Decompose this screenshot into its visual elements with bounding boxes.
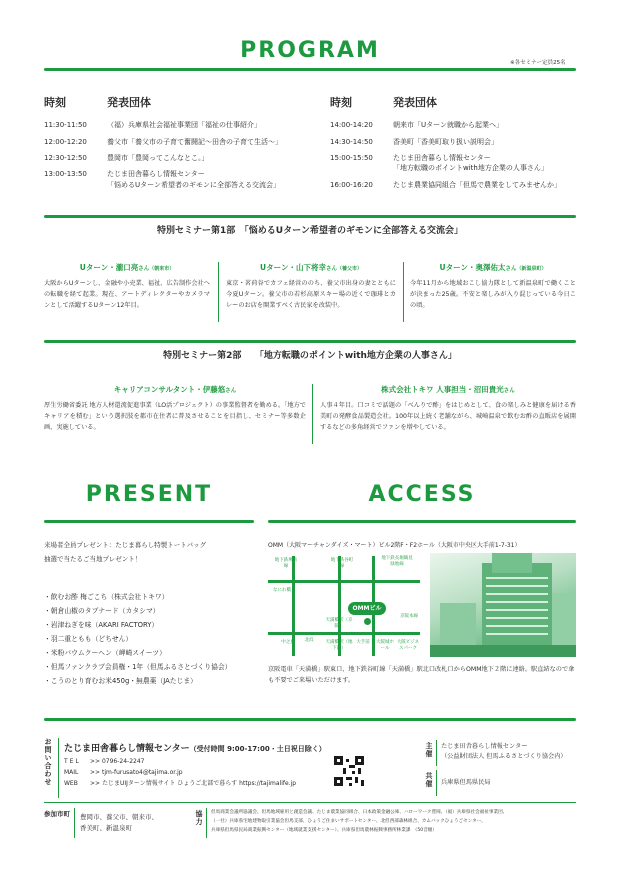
participating-cities: 豊岡市、養父市、朝来市、 香美町、新温泉町 (80, 813, 158, 832)
map-label: 北浜 (304, 638, 314, 643)
schedule-time: 11:30-11:50 (44, 121, 87, 129)
schedule-org-subtitle: 「悩めるUターン希望者のギモンに全部答える交流会」 (107, 181, 280, 189)
map-label: 大阪城ホール (376, 640, 394, 651)
speaker-name: Uターン・山下将幸さん（養父市） (260, 263, 362, 272)
map-label: 天満橋駅（地下鉄） (325, 640, 353, 651)
left-col-time-header: 時刻 (44, 96, 66, 109)
left-col-org-header: 発表団体 (107, 96, 151, 109)
access-address: OMM（大阪マーチャンダイズ・マート）ビル2階F・F2ホール（大阪市中央区大手前1-7-31） (268, 542, 521, 549)
present-intro: 来場者全員プレゼント：たじま暮らし特製トートバッグ (44, 541, 207, 549)
program-title: PROGRAM (240, 38, 380, 63)
map-label: 地下鉄谷町線 (330, 558, 354, 569)
host: たじま田舎暮らし情報センター （公益財団法人 但馬ふるさとづくり協会内） (441, 743, 567, 760)
schedule-time: 15:00-15:50 (330, 154, 373, 162)
map-road (268, 632, 420, 635)
schedule-time: 14:30-14:50 (330, 138, 373, 146)
contact-label: お問い合わせ (44, 738, 52, 786)
present-intro-lottery: 抽選で当たるご当地プレゼント！ (44, 555, 142, 563)
schedule-org: 豊岡市「豊岡ってこんなとこ。」 (107, 154, 209, 162)
present-title: PRESENT (85, 482, 213, 507)
speaker-bio: 東京・茗荷谷でカフェ経営ののち、養父市出身の妻とともに今夏Uターン。養父市の若杉高原スキー場の近くで珈琲とカレーのお店を開業すべく古民家を改装中。 (226, 280, 396, 309)
list-item: ・岩津ねぎを味（AKARI FACTORY） (44, 621, 159, 629)
cooperation-label: 協力 (195, 810, 203, 826)
cohost: 兵庫県但馬県民局 (441, 779, 491, 786)
schedule-org: 養父市「養父市の子育て奮闘記〜田舎の子育て生活〜」 (107, 138, 282, 146)
speaker-name: 株式会社トキワ 人事担当・沼田貴光さん (381, 385, 515, 394)
speaker-bio: 厚生労働省委託 地方人材還流促進事業（LO活プロジェクト）の事業監督者を勤める。「地方でキャリアを積む」という選択肢を都市在住者に普及させることを目指し、セミナー等多数企画、実施している。 (44, 402, 306, 431)
schedule-org: 朝来市「Uターン就職から起業へ」 (393, 121, 503, 129)
qr-code-icon[interactable] (334, 756, 364, 786)
schedule-org: （福）兵庫県社会福祉事業団「福祉の仕事紹介」 (107, 121, 261, 129)
seminar1-speaker (410, 262, 576, 311)
map-label: 京阪本線 (400, 614, 418, 619)
omm-building-marker: OMMビル (348, 602, 386, 615)
schedule-org-subtitle: 「地方転職のポイントwith地方企業の人事さん」 (393, 164, 548, 172)
access-title: ACCESS (368, 482, 476, 507)
divider (218, 262, 219, 322)
list-item: ・米粉バウムクーヘン（岬崎スイーツ） (44, 649, 166, 657)
map-label: 地下鉄長堀鶴見緑地線 (381, 556, 413, 567)
omm-building-photo (430, 553, 576, 657)
list-item: ・飲むお酢 梅ごこち（株式会社トキワ） (44, 593, 169, 601)
right-col-org-header: 発表団体 (393, 96, 437, 109)
seminar2-speaker (320, 384, 576, 433)
schedule-time: 14:00-14:20 (330, 121, 373, 129)
footer-divider (44, 718, 576, 721)
divider (74, 808, 75, 838)
list-item: ・但馬ファンクラブ会員権・1年（但馬ふるさとづくり協会） (44, 663, 232, 671)
schedule-org: たじま田舎暮らし情報センター (393, 154, 491, 162)
map-road (268, 580, 420, 583)
list-item: ・こうのとり育むお米450g・無農薬（JAたじま） (44, 677, 197, 685)
speaker-name: キャリアコンサルタント・伊藤悠さん (113, 385, 237, 394)
schedule-time: 12:00-12:20 (44, 138, 87, 146)
program-divider (44, 68, 576, 71)
list-item: ・朝倉山椒のタプナード（カタシマ） (44, 607, 160, 615)
speaker-name: Uターン・瀧口亮さん（朝来市） (79, 263, 175, 272)
seminar1-speaker (226, 262, 396, 311)
divider (436, 740, 437, 766)
schedule-time: 12:30-12:50 (44, 154, 87, 162)
speaker-name: Uターン・奥澤佑太さん（新温泉町） (439, 263, 547, 272)
map-label: 大阪ビジネスパーク (396, 640, 420, 651)
divider (436, 770, 437, 796)
map-label: 大手前 (356, 640, 370, 645)
cities-label: 参加市町 (44, 810, 70, 818)
divider (58, 738, 59, 798)
contact-web[interactable]: WEB >> たじまUIJターン情報サイト ひょうご北部で暮らす https://tajimalife.jp (64, 780, 297, 787)
host-label: 主催 (425, 742, 433, 758)
seminar1-speaker (44, 262, 210, 311)
present-list (44, 590, 274, 688)
map-label: なにわ橋 (273, 588, 291, 593)
program-note: ※各セミナー定員25名 (510, 60, 566, 66)
speaker-bio: 大阪からUターンし、金融や小売業、福祉、広告制作会社への転職を経て起業。現在、アートディレクターやカメラマンとして活躍するUターン12年目。 (44, 280, 210, 309)
seminar2-title: 特別セミナー第2部 「地方転職のポイントwith地方企業の人事さん」 (163, 351, 457, 361)
map-label: 天満橋駅（京阪） (325, 618, 353, 629)
seminar2-divider (44, 340, 576, 343)
access-directions: 京阪電車「天満橋」駅東口、地下鉄谷町線「天満橋」駅北口改札口からOMM地下２階に連絡。駅直結なので傘も不要でご来場いただけます。 (268, 666, 575, 684)
seminar1-title: 特別セミナー第1部 「悩めるUターン希望者のギモンに全部答える交流会」 (157, 226, 463, 236)
access-map (268, 556, 420, 656)
seminar2-speaker (44, 384, 306, 433)
schedule-org: たじま田舎暮らし情報センター (107, 170, 205, 178)
schedule-org: たじま農業協同組合「但馬で農業をしてみませんか」 (393, 181, 561, 189)
schedule-time: 16:00-16:20 (330, 181, 373, 189)
divider (403, 262, 404, 322)
cooperators: 但馬商業会議所協議会、但馬地域雇用と創造会議、たじま農業協同組合、日本政策金融公庫、ハローワーク豊岡、（福）兵庫県社会福祉事業団、 （一社）兵庫県宅地建物取引業協会但馬支部、ひょうご住まいサポートセンター、北但西部森林組合、カムバックひょうごセンター、 兵庫県但馬県民局商業振興センター（地域就業支援センター）、兵庫県但馬農林振興事務所林業課 （50音順） (211, 810, 508, 833)
speaker-bio: 人事４年目。口コミで話題の「べんりで酢」をはじめとして、食の楽しみと健康を届ける香美町の発酵食品製造会社。100年以上続く老舗ながら、城崎温泉で飲むお酢の直販店を展開するなどの多角経営でファンを増やしている。 (320, 402, 576, 431)
contact-tel: TEL >> 0796-24-2247 (64, 758, 145, 765)
contact-mail: MAIL >> tjm-furusato4@tajima.or.jp (64, 769, 183, 776)
access-divider (268, 520, 576, 523)
cohost-label: 共催 (425, 772, 433, 788)
right-col-time-header: 時刻 (330, 96, 352, 109)
schedule-org: 香美町「香美町取り扱い説明会」 (393, 138, 498, 146)
footer-rule (44, 802, 576, 803)
speaker-bio: 今年11月から地域おこし協力隊として新温泉町で働くことが決まった25歳。不安と楽しみが入り混じっている今日この頃。 (410, 280, 576, 309)
contact-org: たじま田舎暮らし情報センター（受付時間 9:00-17:00・土日祝日除く） (64, 744, 326, 754)
list-item: ・羽二重ともも（どちせん） (44, 635, 133, 643)
divider (206, 808, 207, 838)
schedule-time: 13:00-13:50 (44, 170, 87, 178)
location-pin-icon (364, 618, 371, 625)
divider (312, 384, 313, 444)
map-label: 中之島 (281, 640, 295, 645)
seminar1-divider (44, 215, 576, 218)
map-label: 地下鉄堺筋線 (274, 558, 298, 569)
building-icon (430, 553, 576, 657)
present-divider (44, 520, 254, 523)
